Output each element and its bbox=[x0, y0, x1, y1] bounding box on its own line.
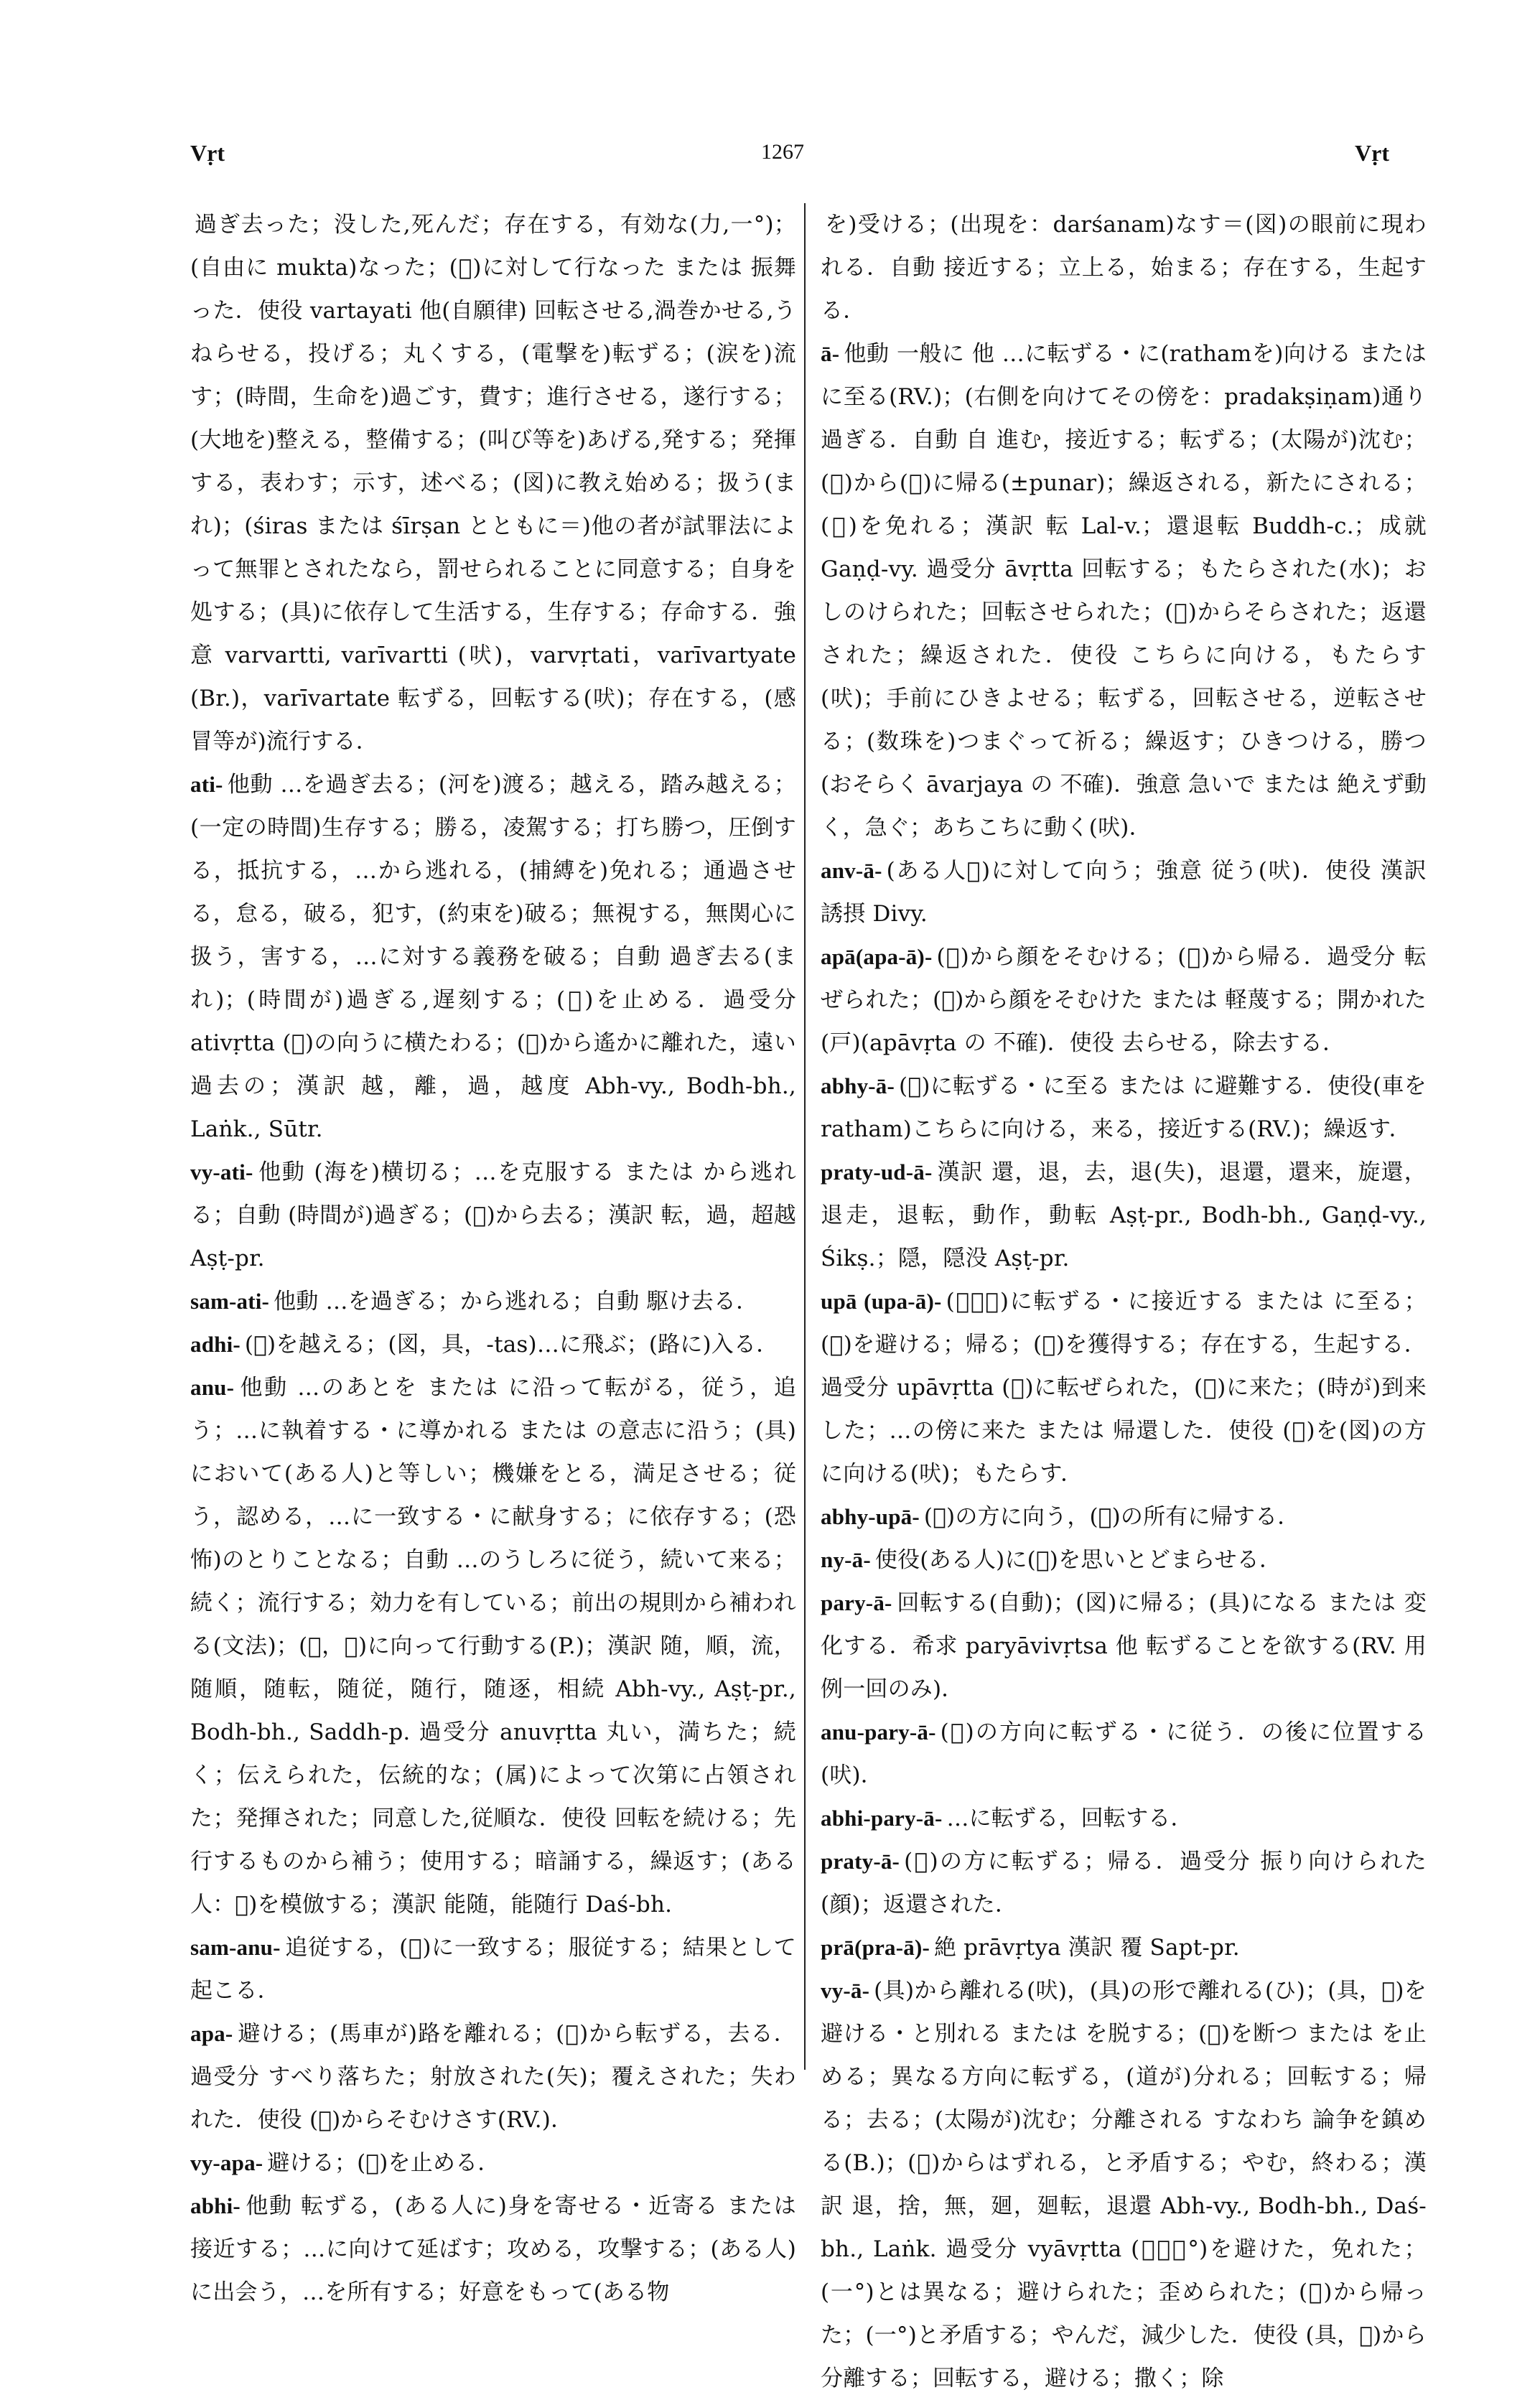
entry-headword: abhi-pary-ā- bbox=[821, 1806, 943, 1831]
entry-body: …に転ずる，回転する． bbox=[946, 1806, 1193, 1831]
entry-body: (𥟩)の方に転ずる；帰る．過受分 振り向けられた(顔)；返還された． bbox=[821, 1849, 1427, 1918]
entry-body: 他動 …を過ぎる；から逃れる；自動 駆け去る． bbox=[274, 1289, 759, 1315]
entry-headword: abhy-upā- bbox=[821, 1504, 920, 1529]
entry-headword: praty-ud-ā- bbox=[821, 1159, 933, 1185]
entry-headword: anu-pary-ā- bbox=[821, 1719, 936, 1745]
entry-body: (𥟩)を越える；(図，具，-tas)…に飛ぶ；(路に)入る． bbox=[244, 1332, 779, 1358]
right-column bbox=[821, 203, 1427, 2391]
entry bbox=[821, 1495, 1427, 1538]
entry-body: 避ける；(馬車が)路を離れる；(𥟩)から転ずる，去る．過受分 すべり落ちた；射放された(矢)；覆えされた；失われた．使役 (𥟩)からそむけさす(RV.)． bbox=[190, 2021, 796, 2133]
entry-headword: upā (upa-ā)- bbox=[821, 1289, 942, 1314]
entry-body: 他動 …を過ぎ去る；(河を)渡る；越える，踏み越える；(一定の時間)生存する；勝る，凌駕する；打ち勝つ，圧倒する，抵抗する，…から逃れる，(捕縛を)免れる；通過させる，怠る，破る，犯す，(約束を)破る；無視する，無関心に扱う，害する，…に対する義務を破る；自動 過ぎ去る(まれ)；(時間が)過ぎる,遅刻する；(𥟩)を止める．過受分 ativṛtta (𥟩)の向うに横たわる；(𥟩)から遙かに離れた，遠い過去の；漢訳 越，離，過，越度 Abh-vy., Bodh-bh., Laṅk., Sūtr. bbox=[190, 772, 796, 1142]
column-divider bbox=[804, 203, 806, 2070]
entry-body: 過ぎ去った；没した,死んだ；存在する，有効な(力,一°)；(自由に mukta)なった；(𥟩)に対して行なった または 振舞った．使役 vartayati 他(自願律) 回転させる,渦巻かせる,うねらせる，投げる；丸くする，(電撃を)転ずる；(涙を)流す；(時間，生命を)過ごす，費す；進行させる，遂行する；(大地を)整える，整備する；(叫び等を)あげる,発する；発揮する，表わす；示す，述べる；(図)に教え始める；扱う(まれ)；(śiras または śīrṣan とともに＝)他の者が試罪法によって無罪とされたなら，罰せられることに同意する；自身を処する；(具)に依存して生活する，生存する；存命する．強意 varvartti, varīvartti (吠)，varvṛtati，varīvartyate (Br.)，varīvartate 転ずる，回転する(吠)；存在する，(感冒等が)流行する． bbox=[190, 212, 796, 755]
entry-body: 他動 (海を)横切る；…を克服する または から逃れる；自動 (時間が)過ぎる；(𥟩)から去る；漢訳 転，過，超越 Aṣṭ-pr. bbox=[190, 1159, 796, 1271]
entry-headword: ā- bbox=[821, 341, 840, 366]
entry bbox=[190, 2012, 796, 2142]
entry bbox=[821, 1538, 1427, 1582]
entry-headword: sam-anu- bbox=[190, 1935, 281, 1960]
entry-headword: anv-ā- bbox=[821, 858, 882, 883]
entry-headword: vy-ati- bbox=[190, 1159, 253, 1185]
entry bbox=[821, 1840, 1427, 1926]
entry-body: 漢訳 還，退，去，退(失)，退還，還来，旋還，退走，退転，動作，動転 Aṣṭ-pr., Bodh-bh., Gaṇḍ-vy., Śikṣ.；隠，隠没 Aṣṭ-pr. bbox=[821, 1159, 1427, 1271]
entry bbox=[821, 1065, 1427, 1151]
entry-headword: abhi- bbox=[190, 2193, 241, 2218]
entry-body: 他動 …のあとを または に沿って転がる，従う，追う；…に執着する・に導かれる または の意志に沿う；(具)において(ある人)と等しい；機嫌をとる，満足させる；従う，認める，…に一致する・に献身する；に依存する；(恐怖)のとりことなる；自動 …のうしろに従う，続いて来る；続く；流行する；効力を有している；前出の規則から補われる(文法)；(𥟩，𥟩)に向って行動する(P.)；漢訳 随，順，流，随順，随転，随従，随行，随逐，相続 Abh-vy., Aṣṭ-pr., Bodh-bh., Saddh-p. 過受分 anuvṛtta 丸い，満ちた；続く；伝えられた，伝統的な；(属)によって次第に占領された；発揮された；同意した,従順な．使役 回転を続ける；先行するものから補う；使用する；暗誦する，繰返す；(ある人：𥟩)を模倣する；漢訳 能随，能随行 Daś-bh. bbox=[190, 1375, 796, 1918]
entry-body: 使役(ある人)に(𥟩)を思いとどまらせる． bbox=[874, 1547, 1282, 1573]
entry-headword: anu- bbox=[190, 1375, 235, 1400]
left-guide-word: Vṛt bbox=[190, 140, 225, 166]
entry-headword: apā(apa-ā)- bbox=[821, 944, 933, 969]
entry-body: (𥟩)の方向に転ずる・に従う．の後に位置する(吠)． bbox=[821, 1719, 1427, 1788]
entry-body: (具)から離れる(吠)，(具)の形で離れる(ひ)；(具，𥟩)を避ける・と別れる または を脱する；(𥟩)を断つ または を止める；異なる方向に転ずる，(道が)分れる；回転する；帰る；去る；(太陽が)沈む；分離される すなわち 論争を鎮める(B.)；(𥟩)からはずれる，と矛盾する；やむ，終わる；漢訳 退，捨，無，廻，廻転，退還 Abh-vy., Bodh-bh., Daś-bh., Laṅk. 過受分 vyāvṛtta (𥟩，一°)を避けた，免れた；(一°)とは異なる；避けられた；歪められた；(𥟩)から帰った；(一°)と矛盾する；やんだ，減少した．使役 (具，𥟩)から分離する；回転する，避ける；撒く；除 bbox=[821, 1978, 1427, 2391]
entry bbox=[190, 1280, 796, 1323]
entry-headword: vy-apa- bbox=[190, 2150, 263, 2175]
entry-body: (𥟩)に転ずる・に至る または に避難する．使役(車を ratham)こちらに向ける，来る，接近する(RV.)；繰返す． bbox=[821, 1073, 1427, 1142]
entry-body: 他動 転ずる，(ある人に)身を寄せる・近寄る または 接近する；…に向けて延ばす；攻める，攻撃する；(ある人)に出会う，…を所有する；好意をもって(ある物 bbox=[190, 2193, 796, 2305]
entry bbox=[190, 1366, 796, 1926]
entry-body: (𥟩)の方に向う，(𥟩)の所有に帰する． bbox=[923, 1504, 1300, 1530]
entry bbox=[190, 1323, 796, 1366]
entry-body: (ある人𥟩)に対して向う；強意 従う(吠)．使役 漢訳 誘摂 Divy. bbox=[821, 858, 1427, 927]
entry-body: 他動 一般に 他 …に転ずる・に(rathamを)向ける または に至る(RV.)；(右側を向けてその傍を：pradakṣiṇam)通り過ぎる．自動 自 進む，接近する；転ずる；(太陽が)沈む；(𥟩)から(𥟩)に帰る(±punar)；繰返される，新たにされる；(𥟩)を免れる；漢訳 転 Lal-v.；還退転 Buddh-c.；成就 Gaṇḍ-vy. 過受分 āvṛtta 回転する；もたらされた(水)；おしのけられた；回転させられた；(𥟩)からそらされた；返還された；繰返された．使役 こちらに向ける，もたらす(吠)；手前にひきよせる；転ずる，回転させる，逆転させる；(数珠を)つまぐって祈る；繰返す；ひきつける，勝つ(おそらく āvarjaya の 不確)．強意 急いで または 絶えず動く，急ぐ；あちこちに動く(吠)． bbox=[821, 341, 1427, 841]
entry bbox=[190, 203, 796, 763]
entry-headword: adhi- bbox=[190, 1332, 241, 1357]
entry-body: 避ける；(𥟩)を止める． bbox=[267, 2150, 500, 2176]
entry-headword: ati- bbox=[190, 772, 223, 797]
left-column bbox=[190, 203, 796, 2305]
entry bbox=[821, 203, 1427, 332]
entry-body: (𥟩)から顔をそむける；(𥟩)から帰る．過受分 転ぜられた；(𥟩)から顔をそむけた または 軽蔑する；開かれた(戸)(apāvṛta の 不確)．使役 去らせる，除去する． bbox=[821, 944, 1427, 1056]
entry bbox=[190, 2142, 796, 2185]
entry bbox=[821, 1280, 1427, 1495]
entry-body: 絶 prāvṛtya 漢訳 覆 Sapt-pr. bbox=[934, 1935, 1240, 1961]
entry-headword: apa- bbox=[190, 2021, 233, 2046]
entry-headword: vy-ā- bbox=[821, 1978, 870, 2003]
entry bbox=[821, 935, 1427, 1065]
entry-headword: abhy-ā- bbox=[821, 1073, 895, 1098]
entry bbox=[190, 763, 796, 1151]
entry bbox=[821, 1151, 1427, 1280]
entry bbox=[821, 1582, 1427, 1711]
entry-body: を)受ける；(出現を：darśanam)なす＝(図)の眼前に現われる．自動 接近する；立上る，始まる；存在する，生起する． bbox=[821, 212, 1427, 324]
right-guide-word: Vṛt bbox=[1355, 140, 1389, 166]
entry bbox=[190, 1926, 796, 2012]
entry bbox=[821, 1969, 1427, 2400]
entry bbox=[821, 1711, 1427, 1797]
entry-body: 回転する(自動)；(図)に帰る；(具)になる または 変化する．希求 paryāvivṛtsa 他 転ずることを欲する(RV. 用例一回のみ)． bbox=[821, 1590, 1427, 1702]
entry bbox=[821, 1797, 1427, 1840]
entry-headword: pary-ā- bbox=[821, 1590, 892, 1615]
entry-headword: prā(pra-ā)- bbox=[821, 1935, 930, 1960]
page-number: 1267 bbox=[761, 140, 804, 164]
entry bbox=[821, 332, 1427, 849]
entry bbox=[821, 849, 1427, 935]
entry bbox=[190, 1151, 796, 1280]
entry bbox=[821, 1926, 1427, 1969]
entry-body: (𥟩，𥟩)に転ずる・に接近する または に至る；(𥟩)を避ける；帰る；(𥟩)を獲得する；存在する，生起する．過受分 upāvṛtta (𥟩)に転ぜられた，(𥟩)に来た；(時が)到来した；…の傍に来た または 帰還した．使役 (𥟩)を(図)の方に向ける(吠)；もたらす． bbox=[821, 1289, 1427, 1487]
entry-headword: sam-ati- bbox=[190, 1289, 270, 1314]
entry-headword: praty-ā- bbox=[821, 1849, 900, 1874]
entry-headword: ny-ā- bbox=[821, 1547, 871, 1572]
entry-body: 追従する，(𥟩)に一致する；服従する；結果として起こる． bbox=[190, 1935, 796, 2004]
entry bbox=[190, 2185, 796, 2314]
